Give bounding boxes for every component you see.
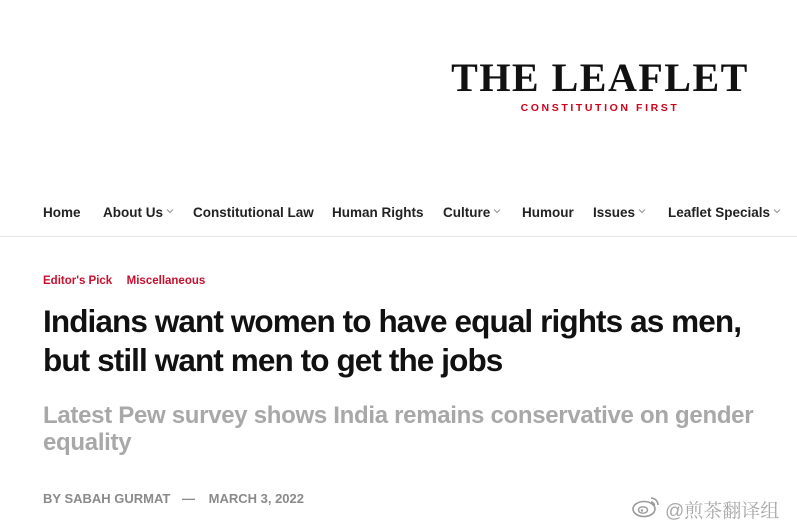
publish-date: MARCH 3, 2022 <box>208 491 304 506</box>
nav-item-label: Home <box>43 205 81 220</box>
nav-item-constitutional-law[interactable] <box>193 205 314 221</box>
nav-item-label: Humour <box>522 205 574 220</box>
category-tag-editors-pick[interactable]: Editor's Pick <box>43 275 113 287</box>
nav-item-label: Constitutional Law <box>193 205 314 220</box>
weibo-icon <box>631 494 661 518</box>
logo-title: THE LEAFLET <box>451 55 749 100</box>
article-headline: Indians want women to have equal rights as men, but still want men to get the jobs <box>43 303 742 378</box>
nav-item-label: Issues <box>593 205 636 220</box>
nav-item-label: Leaflet Specials <box>668 205 771 220</box>
nav-item-home[interactable] <box>43 205 81 221</box>
chevron-down-icon <box>772 206 782 216</box>
author-link[interactable]: SABAH GURMAT <box>64 491 171 506</box>
category-tag-miscellaneous[interactable]: Miscellaneous <box>126 275 206 287</box>
nav-item-humour[interactable] <box>522 205 574 221</box>
main-nav <box>0 188 797 237</box>
logo-tagline: CONSTITUTION FIRST <box>520 102 680 114</box>
nav-item-culture[interactable] <box>443 205 502 221</box>
chevron-down-icon <box>637 206 647 216</box>
nav-item-leaflet-specials[interactable] <box>668 205 782 221</box>
chevron-down-icon <box>492 206 502 216</box>
nav-item-issues[interactable] <box>593 205 647 221</box>
nav-item-about-us[interactable] <box>103 205 175 221</box>
nav-item-human-rights[interactable] <box>332 205 424 221</box>
watermark <box>631 494 795 520</box>
byline-separator: — <box>182 491 195 506</box>
byline-prefix: BY <box>43 491 61 506</box>
watermark-text: @煎茶翻译组 <box>665 501 780 522</box>
article-subtitle: Latest Pew survey shows India remains conservative on gender equality <box>43 402 754 456</box>
site-logo[interactable] <box>440 55 760 114</box>
category-tags <box>43 271 215 289</box>
nav-item-label: Culture <box>443 205 491 220</box>
nav-item-label: About Us <box>103 205 163 220</box>
nav-item-label: Human Rights <box>332 205 424 220</box>
chevron-down-icon <box>165 206 175 216</box>
article-byline <box>43 491 304 506</box>
